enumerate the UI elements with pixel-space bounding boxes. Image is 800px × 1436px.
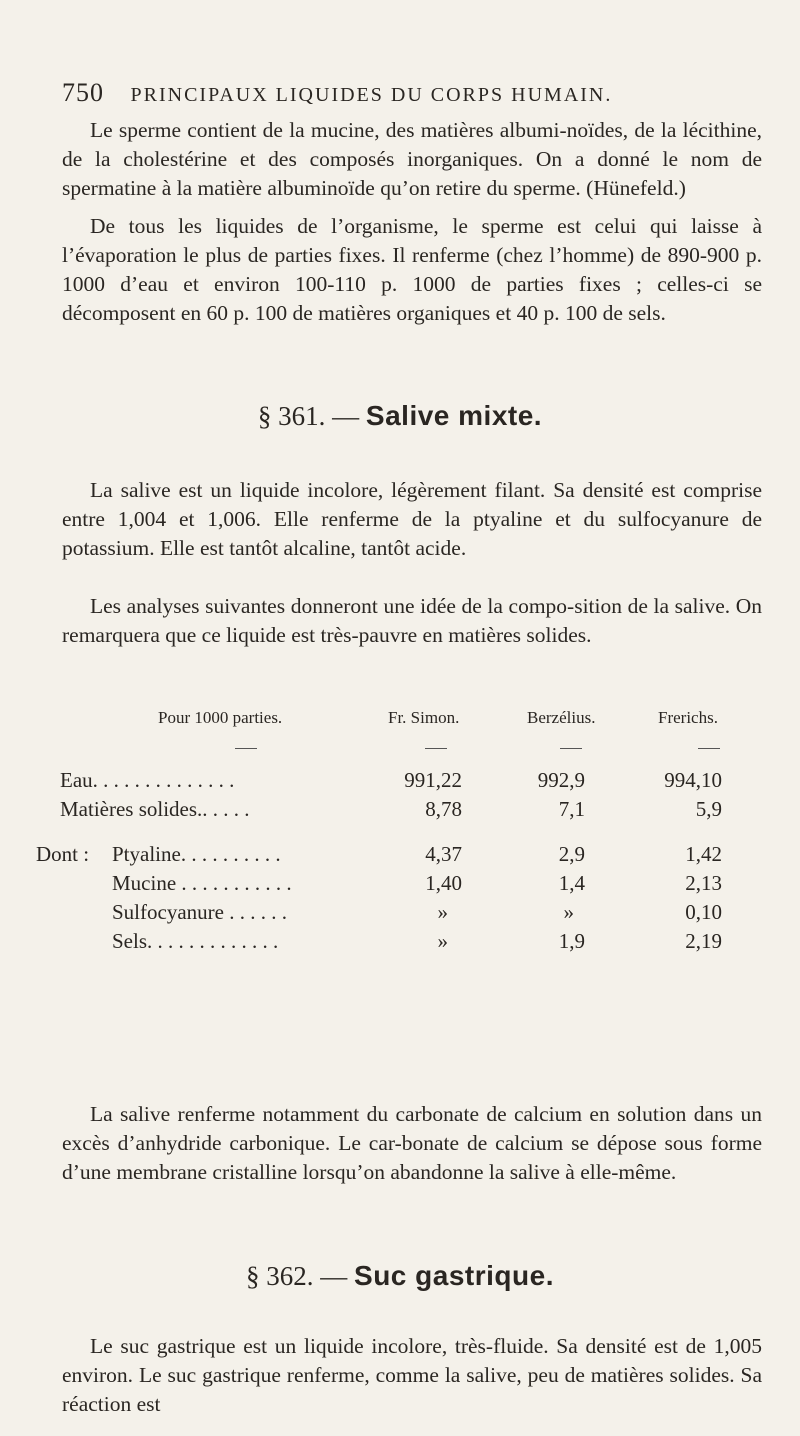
- section-title: Suc gastrique.: [354, 1260, 554, 1291]
- cell-berzelius: 992,9: [537, 768, 585, 792]
- column-header: Berzélius.: [527, 708, 596, 727]
- column-header: Frerichs.: [658, 708, 718, 727]
- row-label: Sels. . . . . . . . . . . . .: [112, 929, 279, 953]
- cell-berzelius: 1,4: [558, 871, 585, 895]
- salive-composition-table: [36, 708, 770, 958]
- cell-berzelius: 2,9: [558, 842, 585, 866]
- cell-simon: 4,37: [425, 842, 462, 866]
- cell-simon: »: [437, 900, 448, 924]
- cell-simon: »: [437, 929, 448, 953]
- cell-simon: 1,40: [425, 871, 462, 895]
- section-number: § 361. —: [257, 401, 360, 431]
- cell-berzelius: »: [563, 900, 574, 924]
- paragraph-salive-description: La salive est un liquide incolore, légèrement filant. Sa densité est comprise entre 1,004 et 1,006. Elle renferme de la ptyaline et du sulfocyanure de potassium. Elle est tantôt alcaline, tantôt acide.: [62, 478, 762, 560]
- row-label: Sulfocyanure . . . . . .: [112, 900, 287, 924]
- cell-frerichs: 5,9: [695, 797, 722, 821]
- cell-berzelius: 7,1: [558, 797, 585, 821]
- table-body: [36, 768, 770, 958]
- section-heading-361: [0, 400, 800, 432]
- column-header: Pour 1000 parties.: [158, 708, 283, 727]
- cell-simon: 8,78: [425, 797, 462, 821]
- running-head: [62, 78, 762, 108]
- cell-simon: 991,22: [404, 768, 462, 792]
- cell-frerichs: 2,13: [685, 871, 722, 895]
- table-header: [60, 708, 770, 748]
- section-heading-362: [0, 1260, 800, 1292]
- cell-berzelius: 1,9: [558, 929, 585, 953]
- section-title: Salive mixte.: [365, 400, 543, 431]
- table-row: [36, 842, 770, 871]
- row-prefix: Dont :: [36, 842, 90, 866]
- table-row: [60, 871, 770, 900]
- row-label: Ptyaline. . . . . . . . . .: [112, 842, 281, 866]
- table-row: [60, 929, 770, 958]
- table-row: [60, 900, 770, 929]
- row-label: Mucine . . . . . . . . . . .: [112, 871, 292, 895]
- paragraph-sperme-residue: De tous les liquides de l’organisme, le sperme est celui qui laisse à l’évaporation le plus de parties fixes. Il renferme (chez l’homme) de 890-900 p. 1000 d’eau et environ 100-110 p. 1000 de parties fixes ; celles-ci se décomposent en 60 p. 100 de matières organiques et 40 p. 100 de sels.: [62, 214, 762, 325]
- cell-frerichs: 0,10: [685, 900, 722, 924]
- divider: [235, 748, 257, 749]
- cell-frerichs: 2,19: [685, 929, 722, 953]
- cell-frerichs: 994,10: [664, 768, 722, 792]
- table-row: [60, 768, 770, 797]
- paragraph-suc-gastrique: Le suc gastrique est un liquide incolore, très-fluide. Sa densité est de 1,005 environ. Le suc gastrique renferme, comme la salive, peu de matières solides. Sa réaction est: [62, 1334, 762, 1416]
- header-rules: [60, 748, 770, 768]
- column-header: Fr. Simon.: [388, 708, 460, 727]
- paragraph-salive-analyses: Les analyses suivantes donneront une idée de la compo-sition de la salive. On remarquera que ce liquide est très-pauvre en matières solides.: [62, 594, 762, 647]
- row-label: Matières solides.. . . . .: [60, 797, 250, 821]
- cell-frerichs: 1,42: [685, 842, 722, 866]
- running-title: PRINCIPAUX LIQUIDES DU CORPS HUMAIN.: [130, 84, 613, 106]
- divider: [698, 748, 720, 749]
- page-number: 750: [62, 78, 104, 107]
- row-label: Eau. . . . . . . . . . . . . .: [60, 768, 235, 792]
- section-number: § 362. —: [246, 1261, 348, 1291]
- divider: [560, 748, 582, 749]
- table-row: [60, 797, 770, 826]
- divider: [425, 748, 447, 749]
- paragraph-carbonate: La salive renferme notamment du carbonate de calcium en solution dans un excès d’anhydride carbonique. Le car-bonate de calcium se dépose sous forme d’une membrane cristalline lorsqu’on abandonne la salive à elle-même.: [62, 1102, 762, 1184]
- paragraph-sperme-composition: Le sperme contient de la mucine, des matières albumi-noïdes, de la lécithine, de la cholestérine et des composés inorganiques. On a donné le nom de spermatine à la matière albuminoïde qu’on retire du sperme. (Hünefeld.): [62, 118, 762, 200]
